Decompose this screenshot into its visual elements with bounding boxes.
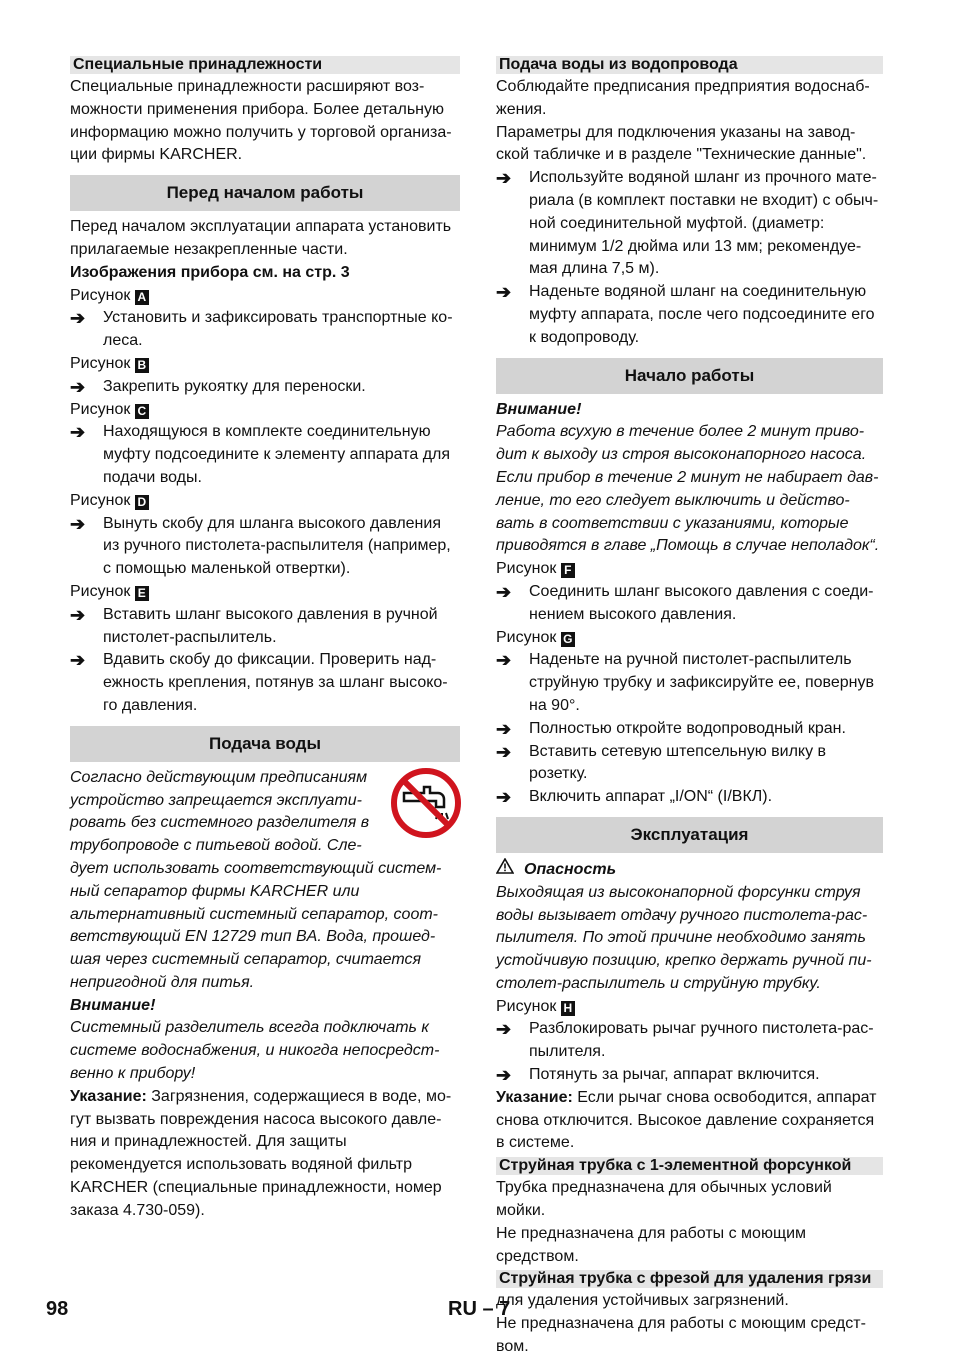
figure-label-a: A bbox=[135, 290, 149, 305]
jet-pipe-1-title: Струйная трубка с 1-элементной форсункой bbox=[496, 1157, 883, 1175]
step-item: ➔ Разблокировать рычаг ручного пистолета-рас- пылителя. bbox=[496, 1019, 874, 1061]
figure-label-g: G bbox=[561, 632, 575, 647]
figure-label-f: F bbox=[561, 563, 575, 578]
section-code: RU – 7 bbox=[448, 1298, 511, 1320]
arrow-right-icon: ➔ bbox=[70, 604, 86, 625]
accessories-title: Специальные принадлежности bbox=[70, 56, 460, 74]
step-item: ➔ Находящуюся в комплекте соединительную муфту подсоедините к элементу аппарата для подачи воды. bbox=[70, 422, 451, 486]
arrow-right-icon: ➔ bbox=[496, 1065, 512, 1086]
supply-title: Подача воды из водопровода bbox=[496, 56, 883, 74]
step-item: ➔ Вынуть скобу для шланга высокого давления из ручного пистолета-распылителя (например, с помощью маленькой отвертки). bbox=[70, 513, 451, 578]
step-item: ➔ Потянуть за рычаг, аппарат включится. bbox=[496, 1065, 820, 1086]
note-paragraph: Указание: Загрязнения, содержащиеся в воде, мо- гут вызвать повреждения насоса высокого давле- ния и принадлежностей. Для защиты рекомендуется использовать водяной фильтр KARCHER (специальные принадлежности, номер заказа 4.730-059). bbox=[70, 1087, 452, 1219]
attention-label: Внимание! bbox=[70, 996, 156, 1014]
arrow-right-icon: ➔ bbox=[496, 718, 512, 739]
right-column bbox=[496, 56, 883, 1359]
images-note: Изображения прибора см. на стр. 3 bbox=[70, 263, 350, 281]
step-item: ➔ Закрепить рукоятку для переноски. bbox=[70, 376, 366, 397]
arrow-right-icon: ➔ bbox=[70, 308, 86, 329]
page-number: 98 bbox=[46, 1298, 69, 1320]
step-item: ➔ Включить аппарат „I/ON“ (I/ВКЛ). bbox=[496, 787, 773, 808]
figure-h-ref: Рисунок H bbox=[496, 996, 883, 1019]
step-item: ➔ Установить и зафиксировать транспортные ко- леса. bbox=[70, 308, 453, 350]
before-start-text: Перед началом эксплуатации аппарата установить прилагаемые незакрепленные части. bbox=[70, 218, 452, 258]
arrow-right-icon: ➔ bbox=[70, 650, 86, 671]
figure-label-e: E bbox=[135, 586, 149, 601]
accessories-text: Специальные принадлежности расширяют воз- можности применения прибора. Более детальную информацию можно получить у торговой организа- ции фирмы KARCHER. bbox=[70, 78, 452, 164]
arrow-right-icon: ➔ bbox=[496, 581, 512, 602]
arrow-right-icon: ➔ bbox=[496, 168, 512, 189]
attention-text: Работа всухую в течение более 2 минут приво- дит к выходу из строя высоконапорного насоса. Если прибор в течение 2 минут не набирает дав- ление, то его следует выключить и действо- вать в соответствии с указаниями, которые приводятся в главе „Помощь в случае неполадок“. bbox=[496, 423, 880, 555]
figure-g-ref: Рисунок G bbox=[496, 627, 883, 650]
arrow-right-icon: ➔ bbox=[496, 787, 512, 808]
step-item: ➔ Вставить шланг высокого давления в ручной пистолет-распылитель. bbox=[70, 604, 438, 646]
arrow-right-icon: ➔ bbox=[496, 741, 512, 762]
before-start-title: Перед началом работы bbox=[70, 175, 460, 211]
step-item: ➔ Наденьте водяной шланг на соединительную муфту аппарата, после чего подсоедините его к водопроводу. bbox=[496, 282, 875, 346]
figure-e-ref: Рисунок E bbox=[70, 581, 460, 604]
arrow-right-icon: ➔ bbox=[70, 513, 86, 534]
attention-text: Системный разделитель всегда подключать к системе водоснабжения, и никогда непосредст- венно к прибору! bbox=[70, 1019, 440, 1083]
jet-pipe-2-text: для удаления устойчивых загрязнений. Не предназначена для работы с моющим средст- вом. bbox=[496, 1292, 866, 1356]
jet-pipe-1-text: Трубка предназначена для обычных условий мойки. Не предназначена для работы с моющим средством. bbox=[496, 1179, 832, 1265]
figure-a-ref: Рисунок A bbox=[70, 285, 460, 308]
operation-title: Эксплуатация bbox=[496, 817, 883, 853]
water-warning-text: Согласно действующим предписаниям устройство запрещается эксплуати- ровать без системного разделителя в трубопроводе с питьевой водой. Сле- дует использовать соответствующий систем- ный сепаратор фирмы KARCHER или альтернативный системный сепаратор, соот- ветствующий EN 12729 тип BA. Вода, прошед- шая через системный сепаратор, считается непригодной для питья. bbox=[70, 768, 442, 991]
figure-label-b: B bbox=[135, 358, 149, 373]
arrow-right-icon: ➔ bbox=[496, 282, 512, 303]
attention-label: Внимание! bbox=[496, 400, 582, 418]
figure-label-h: H bbox=[561, 1001, 575, 1016]
step-item: ➔ Полностью откройте водопроводный кран. bbox=[496, 718, 846, 739]
arrow-right-icon: ➔ bbox=[70, 422, 86, 443]
arrow-right-icon: ➔ bbox=[496, 650, 512, 671]
figure-c-ref: Рисунок C bbox=[70, 399, 460, 422]
danger-label: Опасность bbox=[496, 858, 883, 882]
start-title: Начало работы bbox=[496, 358, 883, 394]
figure-d-ref: Рисунок D bbox=[70, 490, 460, 513]
step-item: ➔ Вставить сетевую штепсельную вилку в розетку. bbox=[496, 741, 827, 783]
arrow-right-icon: ➔ bbox=[70, 376, 86, 397]
step-item: ➔ Соединить шланг высокого давления с соеди- нением высокого давления. bbox=[496, 581, 874, 623]
figure-b-ref: Рисунок B bbox=[70, 353, 460, 376]
figure-label-d: D bbox=[135, 495, 149, 510]
figure-label-c: C bbox=[135, 404, 149, 419]
supply-text: Соблюдайте предписания предприятия водоснаб- жения. Параметры для подключения указаны на завод- ской табличке и в разделе "Технические данные". bbox=[496, 78, 870, 164]
jet-pipe-2-title: Струйная трубка с фрезой для удаления грязи bbox=[496, 1270, 883, 1288]
water-supply-title: Подача воды bbox=[70, 726, 460, 762]
step-item: ➔ Наденьте на ручной пистолет-распылитель струйную трубку и зафиксируйте ее, повернув на 90°. bbox=[496, 650, 874, 714]
note-paragraph: Указание: Если рычаг снова освободится, аппарат снова отключится. Высокое давление сохраняется в системе. bbox=[496, 1088, 877, 1152]
warning-triangle-icon bbox=[496, 858, 514, 882]
step-item: ➔ Используйте водяной шланг из прочного мате- риала (в комплект поставки не входит) с обыч- ной соединительной муфтой. (диаметр: минимум 1/2 дюйма или 13 мм; рекомендуе- мая длина 7,5 м). bbox=[496, 168, 879, 278]
left-column bbox=[70, 56, 460, 1223]
danger-text: Выходящая из высоконапорной форсунки струя воды вызывает отдачу ручного пистолета-рас- пылителя. По этой причине необходимо занять устойчивую позицию, крепко держать ручной пи- столет-распылитель и струйную трубку. bbox=[496, 883, 872, 992]
no-drinking-water-icon bbox=[390, 767, 462, 839]
step-item: ➔ Вдавить скобу до фиксации. Проверить над- ежность крепления, потянув за шланг высоко- го давления. bbox=[70, 650, 448, 714]
arrow-right-icon: ➔ bbox=[496, 1019, 512, 1040]
figure-f-ref: Рисунок F bbox=[496, 558, 883, 581]
